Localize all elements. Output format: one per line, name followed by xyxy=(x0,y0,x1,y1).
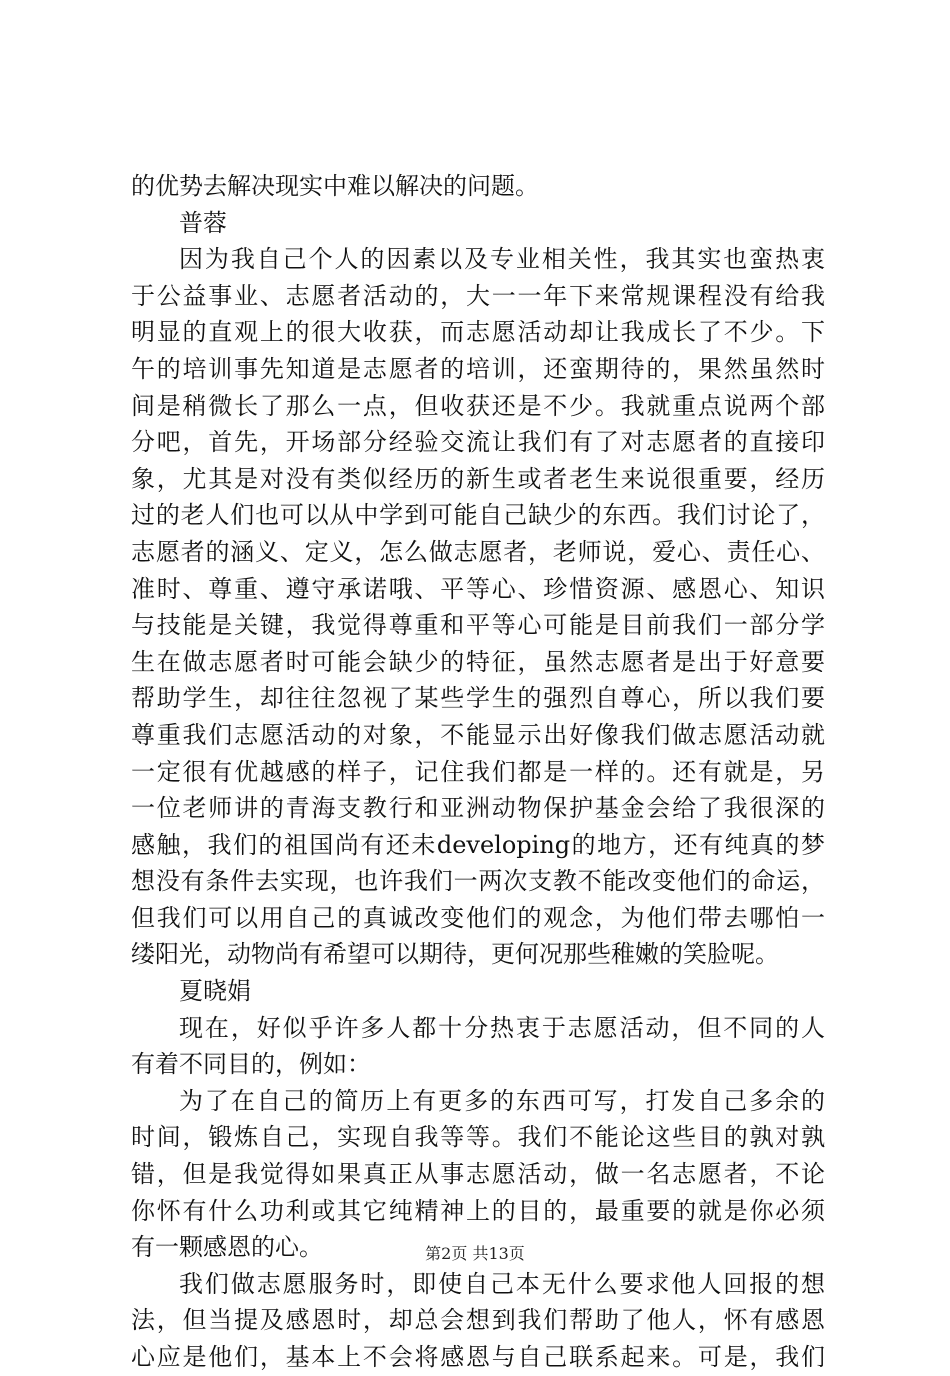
text-line: 明显的直观上的很大收获，而志愿活动却让我成长了不少。下 xyxy=(131,318,825,347)
text-line: 的优势去解决现实中难以解决的问题。 xyxy=(131,172,539,200)
text-line: 为了在自己的简历上有更多的东西可写，打发自己多余的 xyxy=(179,1086,825,1115)
text-line: 过的老人们也可以从中学到可能自己缺少的东西。我们讨论了， xyxy=(131,501,825,530)
text-line: 间是稍微长了那么一点，但收获还是不少。我就重点说两个部 xyxy=(131,391,825,420)
text-line: 一位老师讲的青海支教行和亚洲动物保护基金会给了我很深的 xyxy=(131,794,825,823)
text-line: 但我们可以用自己的真诚改变他们的观念，为他们带去哪怕一 xyxy=(131,903,825,932)
text-line: 法，但当提及感恩时，却总会想到我们帮助了他人，怀有感恩 xyxy=(131,1306,825,1335)
document-body xyxy=(131,168,825,1376)
text-line: 一定很有优越感的样子，记住我们都是一样的。还有就是，另 xyxy=(131,757,825,786)
text-line: 因为我自己个人的因素以及专业相关性，我其实也蛮热衷 xyxy=(179,245,825,274)
author-name: 夏晓娟 xyxy=(179,977,251,1006)
text-line: 时间，锻炼自己，实现自我等等。我们不能论这些目的孰对孰 xyxy=(131,1123,825,1152)
text-line: 生在做志愿者时可能会缺少的特征，虽然志愿者是出于好意要 xyxy=(131,647,825,676)
text-line: 感触，我们的祖国尚有还未developing的地方，还有纯真的梦 xyxy=(131,830,825,859)
text-line: 准时、尊重、遵守承诺哦、平等心、珍惜资源、感恩心、知识 xyxy=(131,574,825,603)
text-line: 有一颗感恩的心。 xyxy=(131,1233,323,1262)
text-line: 缕阳光，动物尚有希望可以期待，更何况那些稚嫩的笑脸呢。 xyxy=(131,940,779,969)
text-line: 想没有条件去实现，也许我们一两次支教不能改变他们的命运， xyxy=(131,867,825,896)
text-line: 与技能是关键，我觉得尊重和平等心可能是目前我们一部分学 xyxy=(131,611,825,640)
text-line: 现在，好似乎许多人都十分热衷于志愿活动，但不同的人 xyxy=(179,1013,825,1042)
author-name: 普蓉 xyxy=(179,208,227,237)
text-line: 我们做志愿服务时，即使自己本无什么要求他人回报的想 xyxy=(179,1269,825,1298)
page-number-footer: 第2页 共13页 xyxy=(425,1244,525,1263)
text-line: 志愿者的涵义、定义，怎么做志愿者，老师说，爱心、责任心、 xyxy=(131,537,825,566)
text-line: 你怀有什么功利或其它纯精神上的目的，最重要的就是你必须 xyxy=(131,1196,825,1225)
text-line: 午的培训事先知道是志愿者的培训，还蛮期待的，果然虽然时 xyxy=(131,354,825,383)
text-line: 心应是他们，基本上不会将感恩与自己联系起来。可是，我们 xyxy=(131,1343,825,1371)
text-line: 尊重我们志愿活动的对象，不能显示出好像我们做志愿活动就 xyxy=(131,720,825,749)
text-line: 有着不同目的，例如： xyxy=(131,1050,371,1079)
text-line: 帮助学生，却往往忽视了某些学生的强烈自尊心，所以我们要 xyxy=(131,684,825,713)
text-line: 分吧，首先，开场部分经验交流让我们有了对志愿者的直接印 xyxy=(131,428,825,457)
text-line: 错，但是我觉得如果真正从事志愿活动，做一名志愿者，不论 xyxy=(131,1160,825,1189)
text-line: 象，尤其是对没有类似经历的新生或者老生来说很重要，经历 xyxy=(131,464,825,493)
text-line: 于公益事业、志愿者活动的，大一一年下来常规课程没有给我 xyxy=(131,281,825,310)
